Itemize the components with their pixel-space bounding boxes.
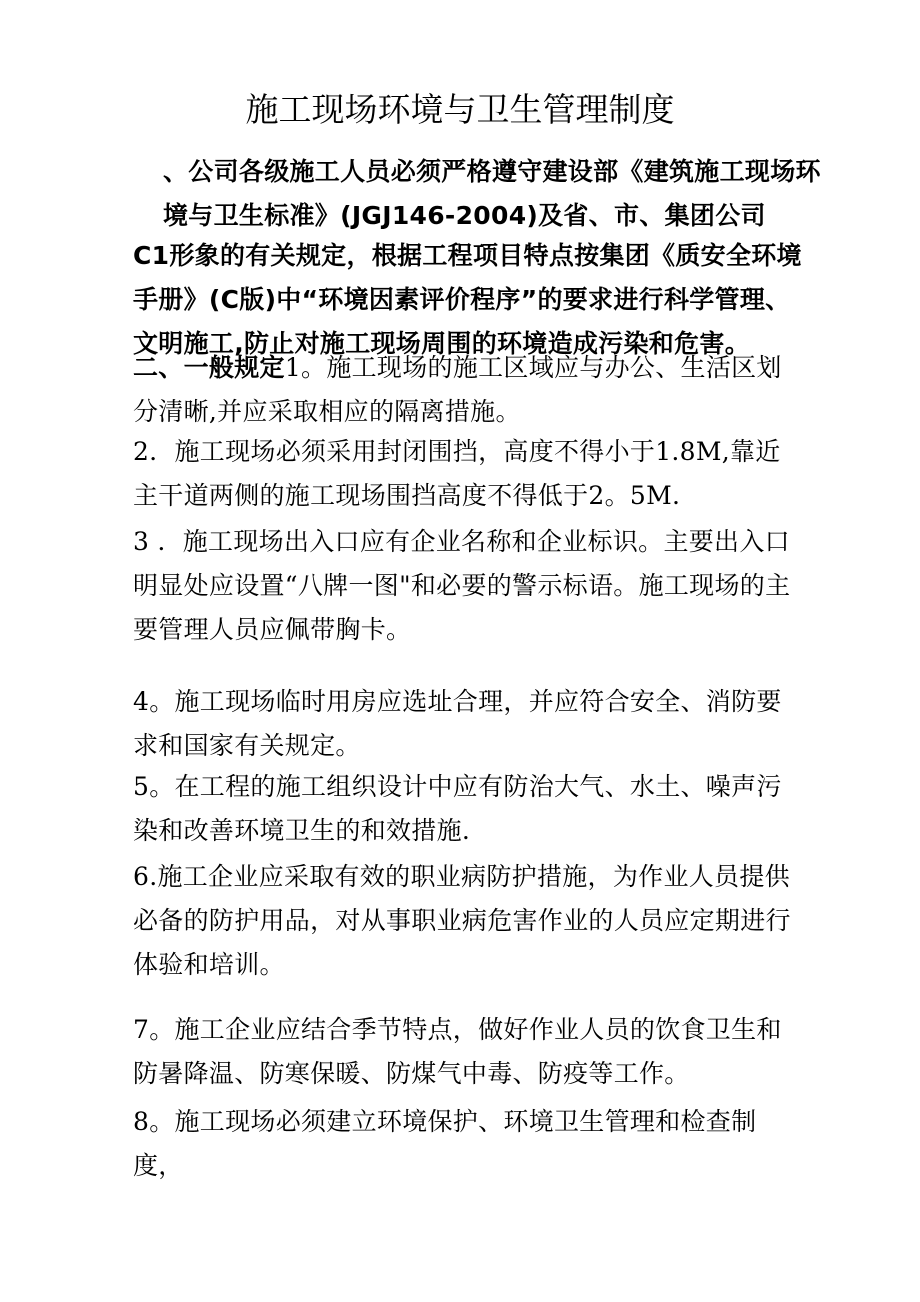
rule-7-paragraph: 7。施工企业应结合季节特点，做好作业人员的饮食卫生和防暑降温、防寒保暖、防煤气中毒、防疫等工作。 [133, 1015, 782, 1088]
rule-3-paragraph: 3 ．施工现场出入口应有企业名称和企业标识。主要出入口明显处应设置“八牌一图"和必要的警示标语。施工现场的主要管理人员应佩带胸卡。 [133, 527, 791, 644]
rule-5-paragraph: 5。在工程的施工组织设计中应有防治大气、水土、噪声污染和改善环境卫生的和效措施. [133, 772, 782, 845]
rule-4-paragraph: 4。施工现场临时用房应选址合理，并应符合安全、消防要求和国家有关规定。 [133, 687, 782, 760]
rule-1-text: 1。施工现场的施工区域应与办公、生活区划分清晰,并应采取相应的隔离措施。 [133, 353, 782, 426]
intro-paragraph-2: C1形象的有关规定，根据工程项目特点按集团《质安全环境手册》(C版)中“环境因素评价程序”的要求进行科学管理、文明施工,防止对施工现场周围的环境造成污染和危害。 [133, 241, 802, 358]
section-heading: 二、一般规定 [133, 353, 285, 382]
general-rules-paragraph [133, 346, 803, 434]
document-title: 施工现场环境与卫生管理制度 [245, 90, 675, 129]
rule-2-paragraph: 2．施工现场必须采用封闭围挡，高度不得小于1.8M,靠近主干道两侧的施工现场围挡高度不得低于2。5M. [133, 437, 781, 510]
rule-8-paragraph: 8。施工现场必须建立环境保护、环境卫生管理和检查制度， [133, 1107, 757, 1180]
rule-6-paragraph: 6.施工企业应采取有效的职业病防护措施，为作业人员提供必备的防护用品，对从事职业病危害作业的人员应定期进行体验和培训。 [133, 862, 791, 979]
intro-paragraph-1: 、公司各级施工人员必须严格遵守建设部《建筑施工现场环境与卫生标准》(JGJ146-2004)及省、市、集团公司 [163, 157, 821, 230]
